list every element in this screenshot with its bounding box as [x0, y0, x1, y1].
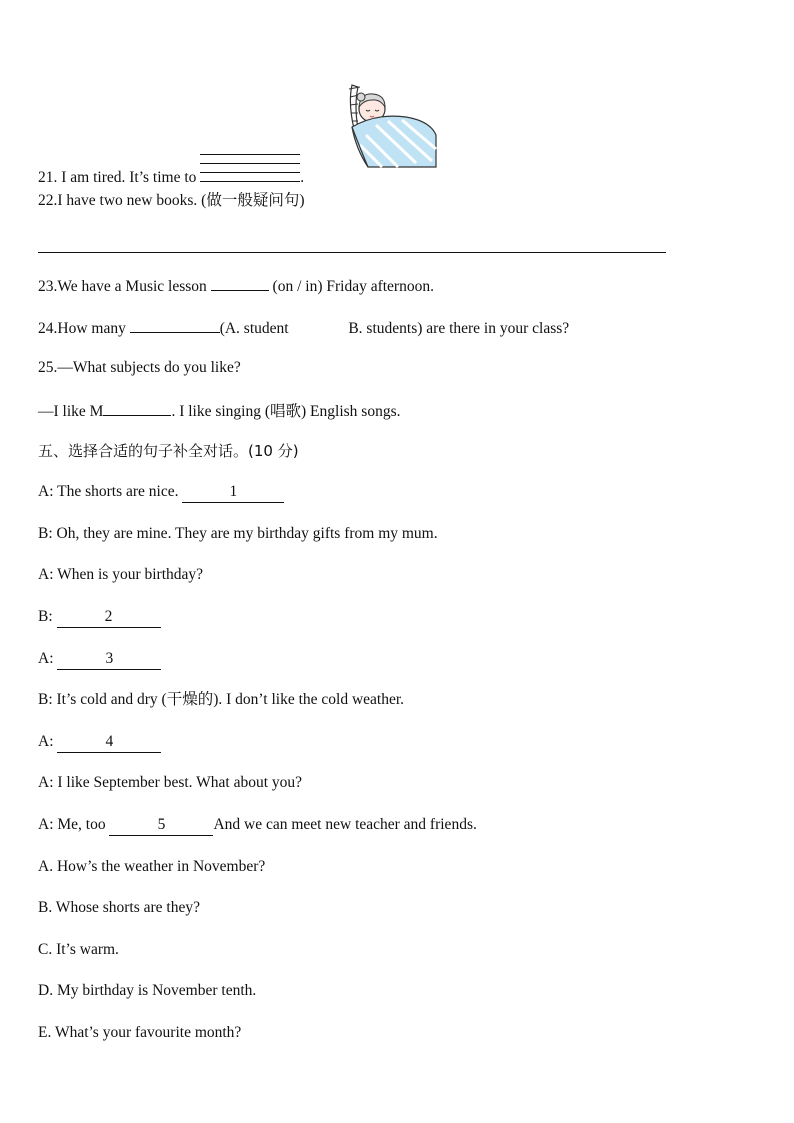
question-23: 23.We have a Music lesson (on / in) Friday afternoon. [38, 274, 434, 297]
question-21 [38, 154, 304, 188]
dialog-line: A: When is your birthday? [38, 566, 204, 583]
option-c: C. It’s warm. [38, 941, 119, 958]
dialog-blank[interactable]: 1 [182, 482, 284, 503]
question-21-period: . [300, 169, 305, 186]
dialog-blank[interactable]: 5 [109, 815, 213, 836]
answer-writing-lines[interactable] [200, 154, 300, 184]
option-d: D. My birthday is November tenth. [38, 982, 257, 999]
question-25-answer: —I like M . I like singing (唱歌) English songs. [38, 399, 401, 422]
dialog-blank[interactable]: 2 [57, 607, 161, 628]
dialog-blank[interactable]: 4 [57, 732, 161, 753]
dialog-line: A: I like September best. What about you? [38, 774, 303, 791]
section-heading: 五、选择合适的句子补全对话。(10 分) [38, 442, 299, 460]
option-e: E. What’s your favourite month? [38, 1024, 242, 1041]
girl-sleeping-illustration [346, 83, 438, 171]
dialog-line: B: It’s cold and dry (干燥的). I don’t like the cold weather. [38, 691, 405, 708]
blank-25[interactable] [103, 399, 171, 416]
option-a: A. How’s the weather in November? [38, 858, 266, 875]
dialog-line: A: 4 [38, 732, 161, 753]
question-25: 25.—What subjects do you like? [38, 359, 241, 376]
blank-23[interactable] [211, 274, 269, 291]
question-22 [38, 191, 304, 211]
question-22-text: 22.I have two new books. (做一般疑问句) [38, 192, 305, 209]
question-21-text: 21. I am tired. It’s time to [38, 169, 197, 186]
dialog-line: A: Me, too 5 And we can meet new teacher and friends. [38, 815, 477, 836]
question-24: 24.How many (A. student B. students) are there in your class? [38, 316, 569, 339]
dialog-blank[interactable]: 3 [57, 649, 161, 670]
option-b: B. Whose shorts are they? [38, 899, 200, 916]
dialog-line: B: 2 [38, 607, 161, 628]
dialog-line: B: Oh, they are mine. They are my birthday gifts from my mum. [38, 525, 438, 542]
blank-24[interactable] [130, 316, 220, 333]
answer-line[interactable] [38, 252, 666, 253]
dialog-line: A: 3 [38, 649, 161, 670]
dialog-line: A: The shorts are nice. 1 [38, 482, 284, 503]
